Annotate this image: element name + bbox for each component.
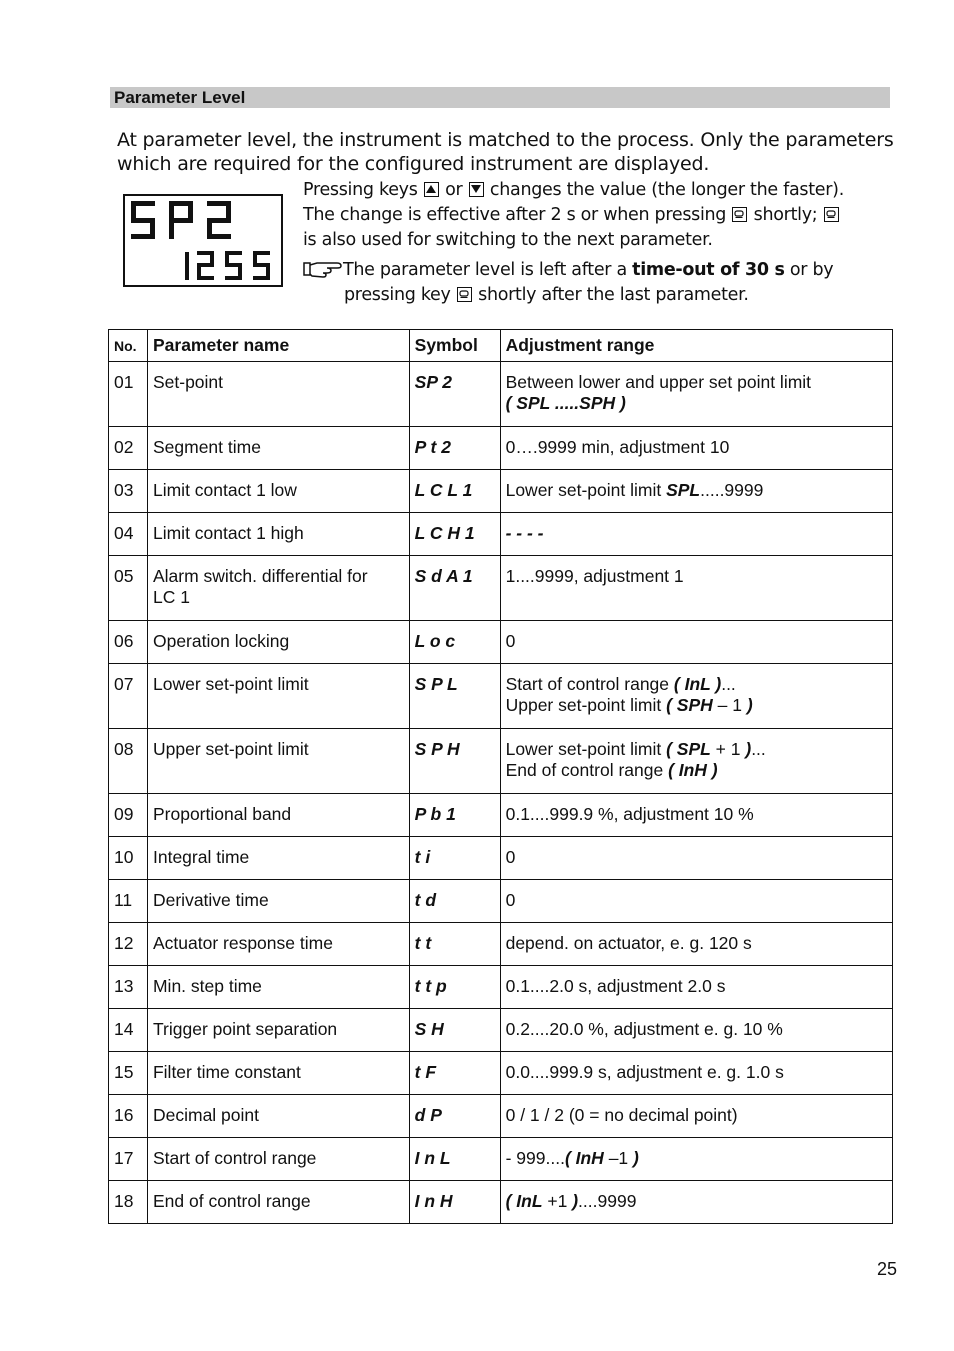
table-row: 05 Alarm switch. differential for LC 1 S d A 1 1....9999, adjustment 1 bbox=[109, 556, 893, 621]
down-key-icon bbox=[469, 182, 484, 197]
header-no: No. bbox=[109, 330, 148, 362]
enter-key-icon bbox=[732, 207, 747, 222]
enter-key-icon bbox=[457, 287, 472, 302]
parameter-table bbox=[108, 329, 893, 1224]
table-row: 08 Upper set-point limit S P H Lower set-point limit ( SPL + 1 )... End of control range ( InH ) bbox=[109, 729, 893, 794]
table-row: 02 Segment time P t 2 0….9999 min, adjustment 10 bbox=[109, 427, 893, 470]
table-row: 11 Derivative time t d 0 bbox=[109, 880, 893, 923]
pointing-hand-icon bbox=[303, 260, 343, 278]
header-name: Parameter name bbox=[147, 330, 409, 362]
intro-paragraph: At parameter level, the instrument is matched to the process. Only the parameters which are required for the configured instrument are displayed. bbox=[117, 129, 894, 175]
up-key-icon bbox=[424, 182, 439, 197]
enter-paragraph: The change is effective after 2 s or when pressing shortly; is also used for switching to the next parameter. bbox=[303, 203, 903, 253]
table-row: 18 End of control range I n H ( InL +1 )....9999 bbox=[109, 1181, 893, 1224]
table-row: 17 Start of control range I n L - 999....( InH –1 ) bbox=[109, 1138, 893, 1181]
timeout-note: The parameter level is left after a time-out of 30 s or by pressing key shortly after the last parameter. bbox=[303, 258, 903, 308]
section-title: Parameter Level bbox=[114, 88, 246, 107]
table-row: 10 Integral time t i 0 bbox=[109, 837, 893, 880]
table-row: 09 Proportional band P b 1 0.1....999.9 %, adjustment 10 % bbox=[109, 794, 893, 837]
table-row: 03 Limit contact 1 low L C L 1 Lower set-point limit SPL.....9999 bbox=[109, 470, 893, 513]
table-row: 06 Operation locking L o c 0 bbox=[109, 621, 893, 664]
section-header-bar bbox=[110, 87, 890, 108]
table-row: 07 Lower set-point limit S P L Start of control range ( InL )... Upper set-point limit ( SPH – 1 ) bbox=[109, 664, 893, 729]
table-row: 04 Limit contact 1 high L C H 1 - - - - bbox=[109, 513, 893, 556]
table-row: 14 Trigger point separation S H 0.2....20.0 %, adjustment e. g. 10 % bbox=[109, 1009, 893, 1052]
header-range: Adjustment range bbox=[500, 330, 892, 362]
key-description bbox=[303, 178, 903, 253]
table-row: 01 Set-point SP 2 Between lower and upper set point limit ( SPL .....SPH ) bbox=[109, 362, 893, 427]
enter-key-icon bbox=[824, 207, 839, 222]
table-row: 15 Filter time constant t F 0.0....999.9 s, adjustment e. g. 1.0 s bbox=[109, 1052, 893, 1095]
table-header-row bbox=[109, 330, 893, 362]
page-number: 25 bbox=[877, 1259, 898, 1279]
table-row: 12 Actuator response time t t depend. on actuator, e. g. 120 s bbox=[109, 923, 893, 966]
table-row: 13 Min. step time t t p 0.1....2.0 s, adjustment 2.0 s bbox=[109, 966, 893, 1009]
lcd-display bbox=[123, 194, 283, 287]
header-symbol: Symbol bbox=[409, 330, 500, 362]
table-row: 16 Decimal point d P 0 / 1 / 2 (0 = no decimal point) bbox=[109, 1095, 893, 1138]
keys-paragraph: Pressing keys or changes the value (the longer the faster). bbox=[303, 180, 844, 200]
